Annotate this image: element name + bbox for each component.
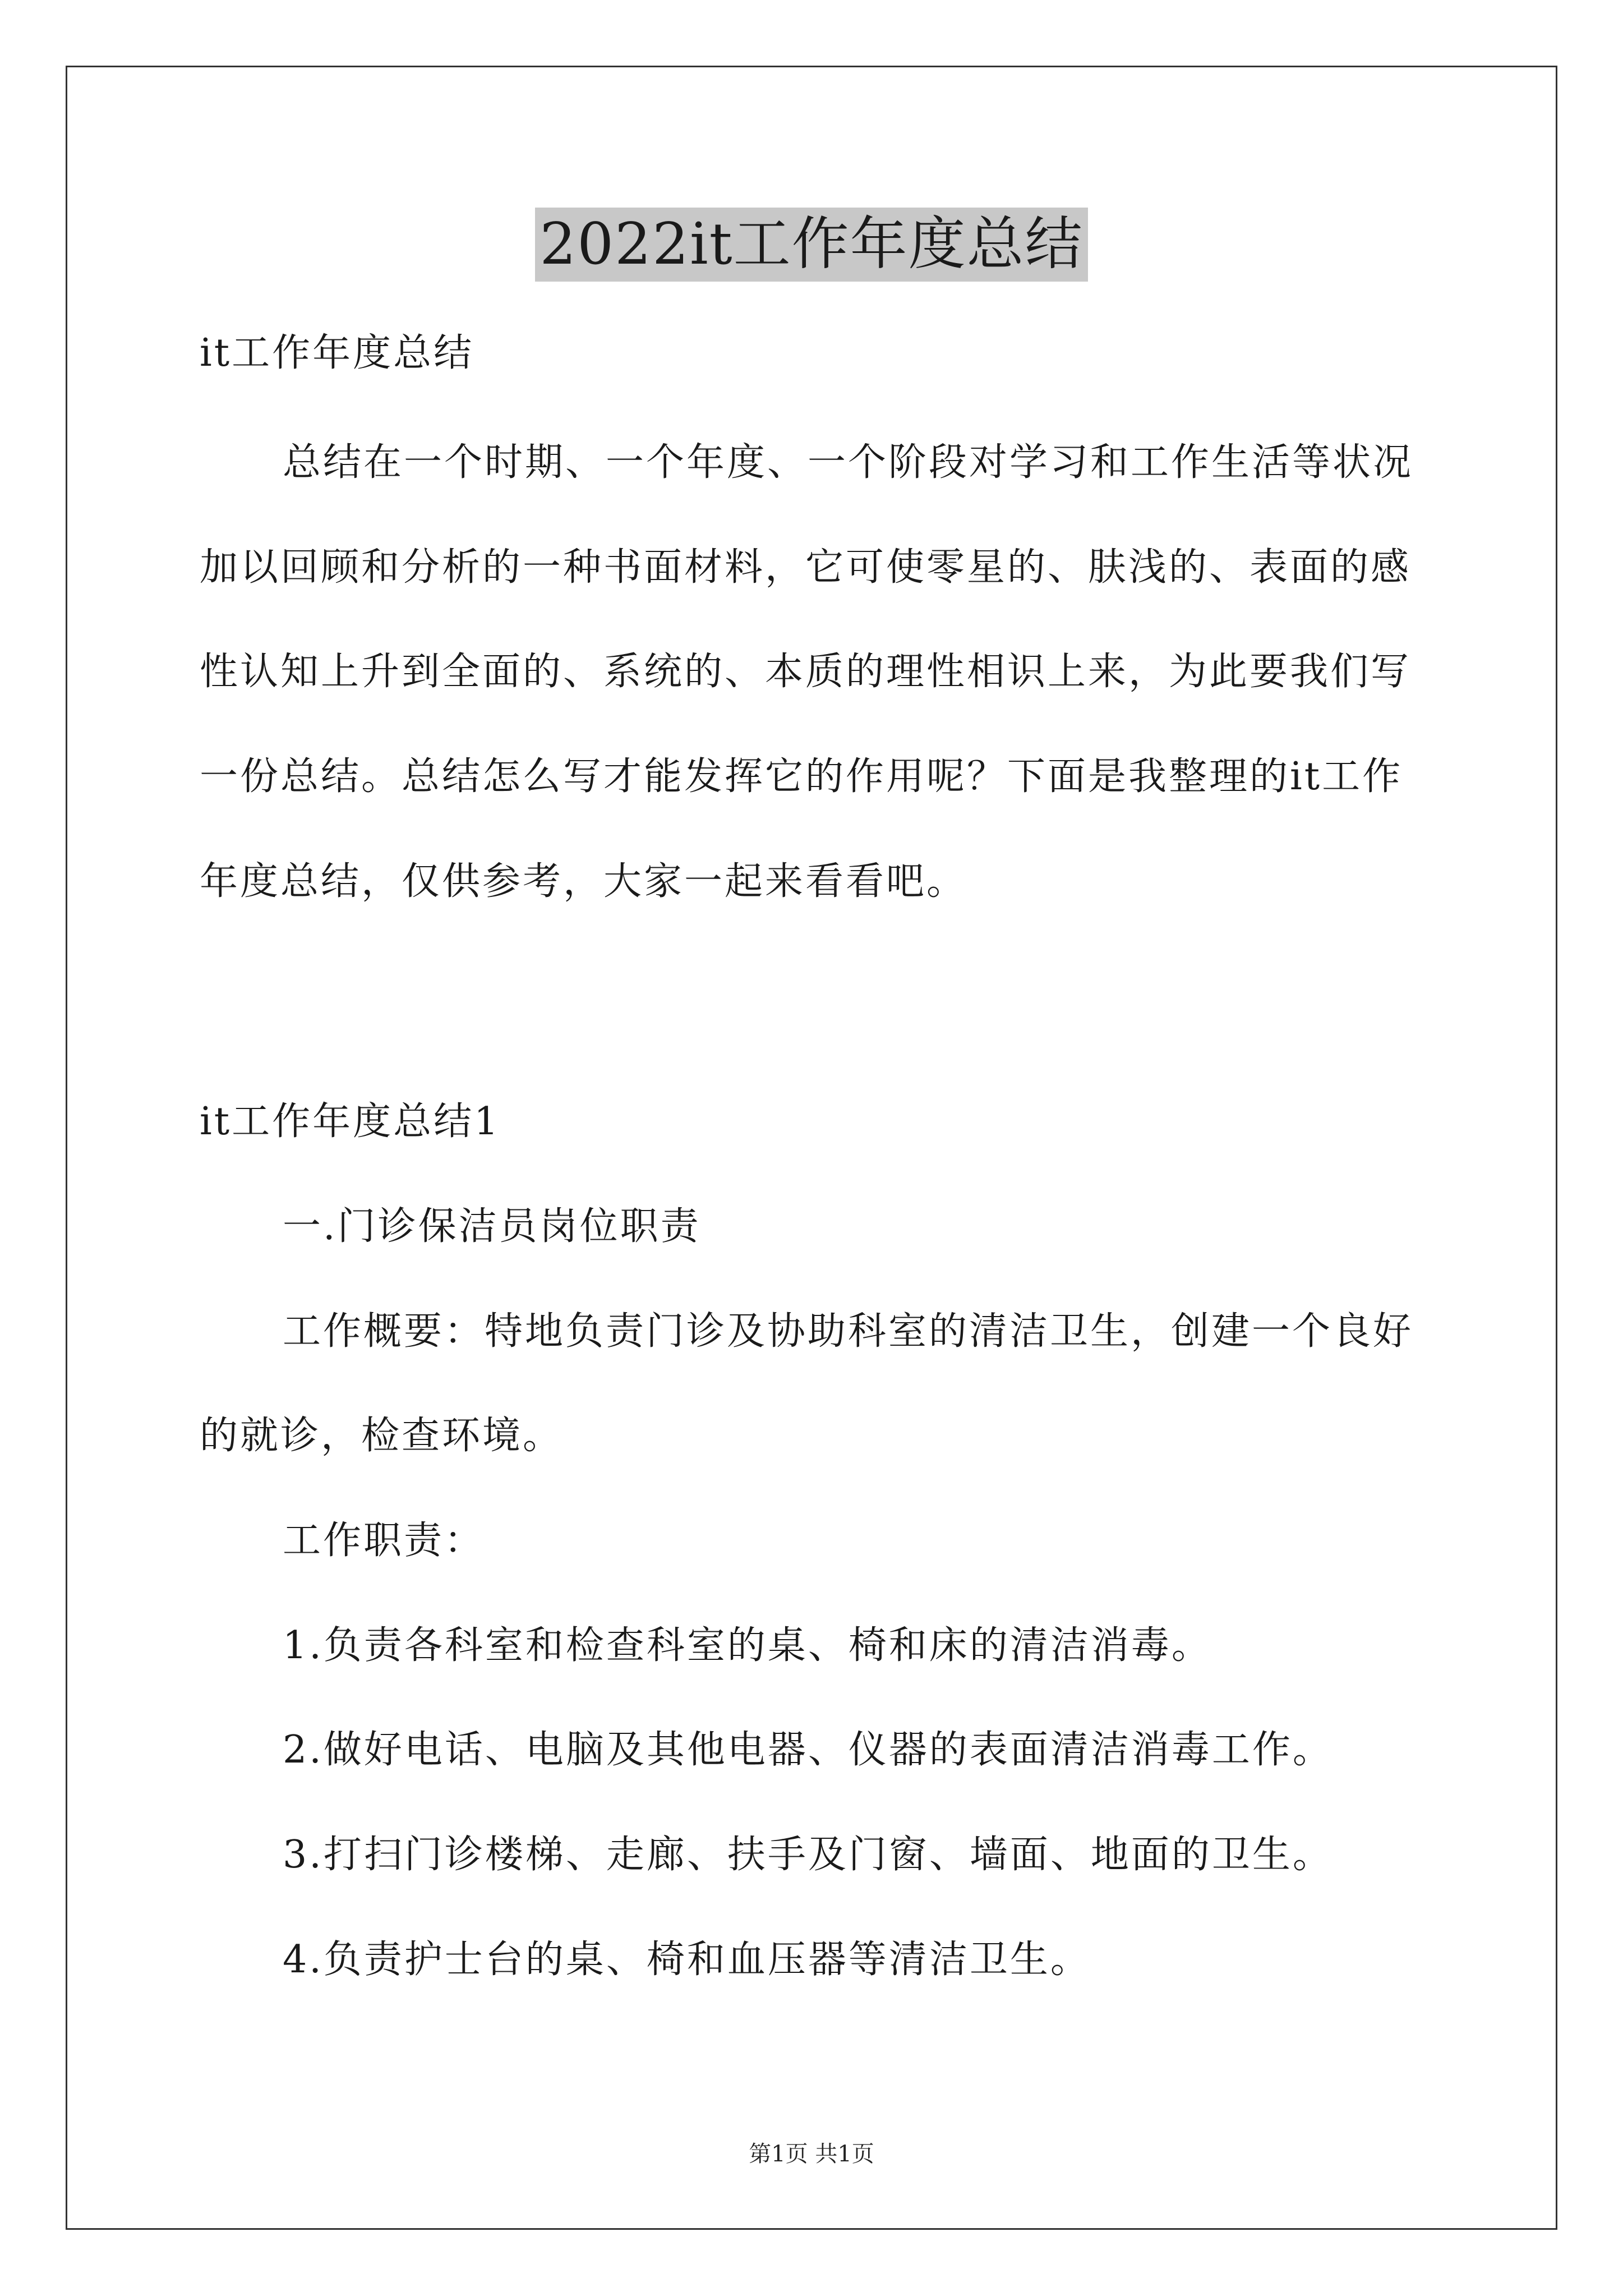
section-heading: it工作年度总结1	[200, 1099, 501, 1144]
list-item: 4.负责护士台的桌、椅和血压器等清洁卫生。	[283, 1938, 1091, 1982]
paragraph-line: 一份总结。总结怎么写才能发挥它的作用呢？下面是我整理的it工作	[200, 754, 1403, 799]
list-item: 1.负责各科室和检查科室的桌、椅和床的清洁消毒。	[283, 1623, 1212, 1668]
paragraph-line: 加以回顾和分析的一种书面材料，它可使零星的、肤浅的、表面的感	[200, 545, 1412, 590]
subtitle-line: it工作年度总结	[200, 331, 474, 375]
list-item: 3.打扫门诊楼梯、走廊、扶手及门窗、墙面、地面的卫生。	[283, 1833, 1333, 1877]
paragraph-line: 工作职责：	[283, 1519, 485, 1563]
paragraph-line: 年度总结，仅供参考，大家一起来看看吧。	[200, 859, 967, 904]
paragraph-line: 的就诊，检查环境。	[200, 1414, 564, 1458]
title-container	[0, 208, 1623, 282]
subsection-heading: 一.门诊保洁员岗位职责	[283, 1204, 701, 1249]
page-footer: 第1页 共1页	[749, 2141, 874, 2167]
paragraph-line: 工作概要：特地负责门诊及协助科室的清洁卫生，创建一个良好	[283, 1309, 1414, 1354]
document-title: 2022it工作年度总结	[535, 208, 1087, 282]
page-frame	[66, 66, 1557, 2230]
list-item: 2.做好电话、电脑及其他电器、仪器的表面清洁消毒工作。	[283, 1728, 1333, 1772]
paragraph-line: 性认知上升到全面的、系统的、本质的理性相识上来，为此要我们写	[200, 650, 1412, 694]
paragraph-line: 总结在一个时期、一个年度、一个阶段对学习和工作生活等状况	[283, 440, 1414, 485]
